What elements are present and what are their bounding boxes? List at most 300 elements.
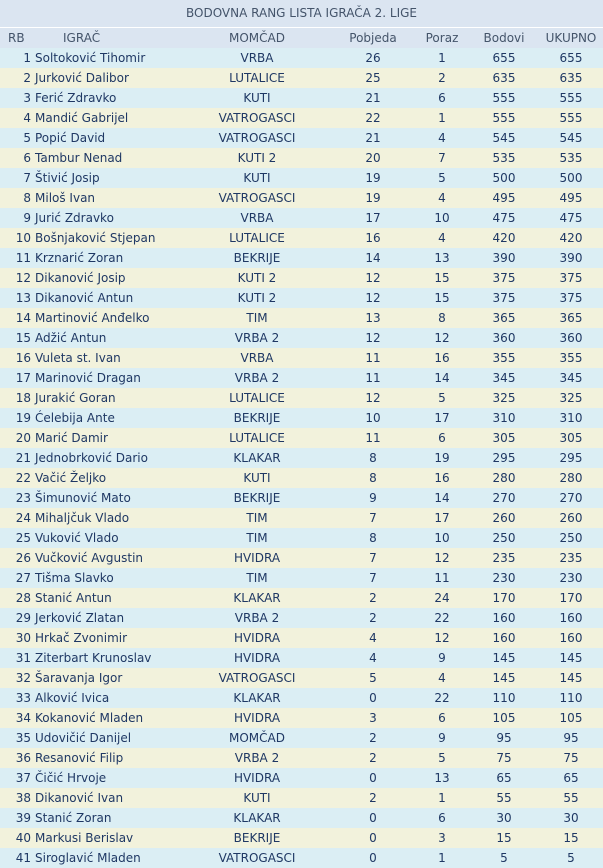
cell-pobjeda: 19 [365, 171, 381, 185]
cell-rb: 8 [23, 191, 31, 205]
cell-bodovi: 160 [492, 631, 516, 645]
cell-pobjeda: 17 [365, 211, 381, 225]
table-body [0, 48, 603, 868]
cell-momcad: BEKRIJE [233, 491, 281, 505]
cell-igrac: Krznarić Zoran [35, 251, 124, 265]
cell-ukupno: 75 [563, 751, 579, 765]
cell-momcad: VRBA [240, 51, 274, 65]
cell-poraz: 19 [434, 451, 450, 465]
cell-rb: 30 [15, 631, 31, 645]
table-row [0, 668, 603, 688]
table-row [0, 788, 603, 808]
cell-ukupno: 500 [559, 171, 583, 185]
cell-poraz: 7 [438, 151, 446, 165]
table-row [0, 188, 603, 208]
cell-ukupno: 110 [559, 691, 583, 705]
cell-rb: 22 [15, 471, 31, 485]
cell-rb: 6 [23, 151, 31, 165]
header-pobjeda: Pobjeda [349, 31, 397, 45]
cell-ukupno: 390 [559, 251, 583, 265]
cell-ukupno: 375 [559, 291, 583, 305]
cell-pobjeda: 11 [365, 351, 381, 365]
cell-poraz: 1 [438, 791, 446, 805]
cell-momcad: LUTALICE [229, 431, 285, 445]
cell-igrac: Bošnjaković Stjepan [35, 231, 156, 245]
cell-ukupno: 495 [559, 191, 583, 205]
cell-pobjeda: 26 [365, 51, 381, 65]
sheet-title: BODOVNA RANG LISTA IGRAČA 2. LIGE [0, 0, 603, 28]
cell-bodovi: 160 [492, 611, 516, 625]
cell-bodovi: 360 [492, 331, 516, 345]
table-row [0, 148, 603, 168]
cell-bodovi: 655 [492, 51, 516, 65]
cell-bodovi: 250 [492, 531, 516, 545]
cell-poraz: 6 [438, 91, 446, 105]
table-row [0, 128, 603, 148]
cell-bodovi: 635 [492, 71, 516, 85]
cell-poraz: 14 [434, 491, 450, 505]
cell-bodovi: 355 [492, 351, 516, 365]
cell-rb: 37 [15, 771, 31, 785]
cell-pobjeda: 7 [369, 571, 377, 585]
cell-momcad: HVIDRA [233, 631, 281, 645]
cell-rb: 41 [15, 851, 31, 865]
cell-bodovi: 260 [492, 511, 516, 525]
cell-ukupno: 145 [559, 671, 583, 685]
cell-pobjeda: 4 [369, 651, 377, 665]
cell-bodovi: 555 [492, 111, 516, 125]
cell-poraz: 5 [438, 751, 446, 765]
table-row [0, 848, 603, 868]
cell-rb: 7 [23, 171, 31, 185]
table-header [0, 28, 603, 48]
table-row [0, 708, 603, 728]
cell-ukupno: 250 [559, 531, 583, 545]
cell-poraz: 4 [438, 191, 446, 205]
cell-ukupno: 355 [559, 351, 583, 365]
table-row [0, 468, 603, 488]
cell-momcad: VRBA 2 [234, 751, 280, 765]
cell-ukupno: 305 [559, 431, 583, 445]
cell-rb: 31 [15, 651, 31, 665]
cell-poraz: 12 [434, 551, 450, 565]
cell-igrac: Mandić Gabrijel [35, 111, 129, 125]
cell-ukupno: 170 [559, 591, 583, 605]
cell-momcad: HVIDRA [233, 651, 281, 665]
table-row [0, 228, 603, 248]
cell-igrac: Marinović Dragan [35, 371, 141, 385]
cell-ukupno: 475 [559, 211, 583, 225]
cell-poraz: 22 [434, 691, 450, 705]
cell-rb: 28 [15, 591, 31, 605]
cell-pobjeda: 0 [369, 771, 377, 785]
cell-momcad: VRBA 2 [234, 371, 280, 385]
cell-rb: 33 [15, 691, 31, 705]
cell-bodovi: 230 [492, 571, 516, 585]
table-row [0, 548, 603, 568]
cell-pobjeda: 13 [365, 311, 381, 325]
cell-ukupno: 30 [563, 811, 579, 825]
cell-rb: 9 [23, 211, 31, 225]
table-row [0, 168, 603, 188]
cell-momcad: VATROGASCI [218, 111, 296, 125]
cell-pobjeda: 21 [365, 131, 381, 145]
cell-poraz: 13 [434, 251, 450, 265]
header-momcad: MOMČAD [229, 31, 285, 45]
cell-ukupno: 65 [563, 771, 579, 785]
cell-rb: 24 [15, 511, 31, 525]
cell-igrac: Vuleta st. Ivan [35, 351, 121, 365]
cell-momcad: KLAKAR [233, 591, 281, 605]
cell-poraz: 4 [438, 131, 446, 145]
cell-ukupno: 160 [559, 631, 583, 645]
cell-pobjeda: 10 [365, 411, 381, 425]
cell-rb: 15 [15, 331, 31, 345]
cell-bodovi: 365 [492, 311, 516, 325]
cell-momcad: TIM [246, 511, 268, 525]
cell-bodovi: 105 [492, 711, 516, 725]
cell-momcad: VATROGASCI [218, 851, 296, 865]
cell-ukupno: 15 [563, 831, 579, 845]
cell-igrac: Mihaljčuk Vlado [35, 511, 130, 525]
cell-rb: 20 [15, 431, 31, 445]
cell-pobjeda: 12 [365, 291, 381, 305]
cell-poraz: 16 [434, 471, 450, 485]
cell-rb: 32 [15, 671, 31, 685]
cell-pobjeda: 11 [365, 371, 381, 385]
table-row [0, 408, 603, 428]
cell-bodovi: 65 [496, 771, 512, 785]
cell-igrac: Jurković Dalibor [35, 71, 129, 85]
cell-pobjeda: 0 [369, 851, 377, 865]
cell-ukupno: 555 [559, 91, 583, 105]
cell-poraz: 10 [434, 211, 450, 225]
cell-igrac: Jednobrković Dario [35, 451, 148, 465]
cell-igrac: Markusi Berislav [35, 831, 134, 845]
cell-momcad: BEKRIJE [233, 831, 281, 845]
cell-pobjeda: 7 [369, 511, 377, 525]
cell-igrac: Dikanović Antun [35, 291, 134, 305]
cell-bodovi: 270 [492, 491, 516, 505]
cell-ukupno: 230 [559, 571, 583, 585]
table-row [0, 268, 603, 288]
cell-rb: 23 [15, 491, 31, 505]
cell-igrac: Miloš Ivan [35, 191, 96, 205]
cell-pobjeda: 4 [369, 631, 377, 645]
table-row [0, 488, 603, 508]
cell-momcad: KLAKAR [233, 451, 281, 465]
cell-rb: 40 [15, 831, 31, 845]
cell-bodovi: 75 [496, 751, 512, 765]
cell-momcad: VRBA 2 [234, 611, 280, 625]
cell-momcad: KUTI 2 [237, 291, 277, 305]
cell-bodovi: 325 [492, 391, 516, 405]
table-row [0, 588, 603, 608]
cell-rb: 2 [23, 71, 31, 85]
cell-momcad: KUTI 2 [237, 271, 277, 285]
cell-igrac: Popić David [35, 131, 106, 145]
cell-ukupno: 5 [567, 851, 575, 865]
cell-igrac: Dikanović Ivan [35, 791, 124, 805]
cell-rb: 27 [15, 571, 31, 585]
cell-rb: 38 [15, 791, 31, 805]
table-row [0, 828, 603, 848]
cell-momcad: VATROGASCI [218, 671, 296, 685]
cell-bodovi: 5 [500, 851, 508, 865]
cell-pobjeda: 19 [365, 191, 381, 205]
cell-momcad: BEKRIJE [233, 251, 281, 265]
cell-poraz: 8 [438, 311, 446, 325]
cell-igrac: Stanić Zoran [35, 811, 112, 825]
table-row [0, 68, 603, 88]
cell-poraz: 15 [434, 271, 450, 285]
table-row [0, 248, 603, 268]
cell-momcad: LUTALICE [229, 231, 285, 245]
cell-momcad: KUTI 2 [237, 151, 277, 165]
cell-momcad: MOMČAD [229, 731, 285, 745]
cell-pobjeda: 7 [369, 551, 377, 565]
cell-bodovi: 345 [492, 371, 516, 385]
cell-rb: 25 [15, 531, 31, 545]
cell-pobjeda: 2 [369, 751, 377, 765]
cell-ukupno: 325 [559, 391, 583, 405]
cell-pobjeda: 22 [365, 111, 381, 125]
table-row [0, 628, 603, 648]
cell-bodovi: 280 [492, 471, 516, 485]
cell-momcad: TIM [246, 531, 268, 545]
cell-igrac: Udovičić Danijel [35, 731, 132, 745]
cell-momcad: VATROGASCI [218, 131, 296, 145]
cell-momcad: VRBA 2 [234, 331, 280, 345]
table-row [0, 728, 603, 748]
cell-rb: 13 [15, 291, 31, 305]
cell-rb: 16 [15, 351, 31, 365]
header-ukupno: UKUPNO [545, 31, 597, 45]
cell-ukupno: 55 [563, 791, 579, 805]
cell-igrac: Tišma Slavko [35, 571, 114, 585]
cell-pobjeda: 8 [369, 471, 377, 485]
cell-momcad: HVIDRA [233, 551, 281, 565]
cell-pobjeda: 2 [369, 791, 377, 805]
cell-momcad: KLAKAR [233, 811, 281, 825]
cell-rb: 12 [15, 271, 31, 285]
cell-igrac: Vačić Željko [35, 471, 107, 485]
cell-igrac: Marić Damir [35, 431, 108, 445]
cell-pobjeda: 11 [365, 431, 381, 445]
cell-igrac: Soltoković Tihomir [35, 51, 146, 65]
cell-pobjeda: 21 [365, 91, 381, 105]
cell-ukupno: 420 [559, 231, 583, 245]
cell-pobjeda: 12 [365, 331, 381, 345]
cell-rb: 29 [15, 611, 31, 625]
cell-momcad: VRBA [240, 211, 274, 225]
cell-ukupno: 270 [559, 491, 583, 505]
cell-bodovi: 145 [492, 651, 516, 665]
cell-igrac: Šimunović Mato [35, 491, 131, 505]
cell-igrac: Hrkač Zvonimir [35, 631, 128, 645]
table-row [0, 208, 603, 228]
cell-momcad: VATROGASCI [218, 191, 296, 205]
cell-momcad: HVIDRA [233, 711, 281, 725]
cell-poraz: 6 [438, 431, 446, 445]
cell-bodovi: 375 [492, 291, 516, 305]
cell-poraz: 22 [434, 611, 450, 625]
table-row [0, 528, 603, 548]
cell-rb: 18 [15, 391, 31, 405]
cell-momcad: KUTI [243, 171, 271, 185]
cell-igrac: Martinović Anđelko [35, 311, 150, 325]
cell-bodovi: 170 [492, 591, 516, 605]
cell-poraz: 4 [438, 231, 446, 245]
cell-poraz: 9 [438, 731, 446, 745]
cell-ukupno: 375 [559, 271, 583, 285]
cell-rb: 10 [15, 231, 31, 245]
cell-pobjeda: 9 [369, 491, 377, 505]
table-row [0, 288, 603, 308]
header-bodovi: Bodovi [483, 31, 525, 45]
table-row [0, 108, 603, 128]
cell-pobjeda: 3 [369, 711, 377, 725]
cell-rb: 19 [15, 411, 31, 425]
cell-momcad: TIM [246, 571, 268, 585]
cell-rb: 36 [15, 751, 31, 765]
cell-ukupno: 260 [559, 511, 583, 525]
table-row [0, 348, 603, 368]
cell-poraz: 2 [438, 71, 446, 85]
cell-poraz: 12 [434, 331, 450, 345]
cell-pobjeda: 0 [369, 691, 377, 705]
cell-momcad: KLAKAR [233, 691, 281, 705]
table-row [0, 508, 603, 528]
cell-bodovi: 235 [492, 551, 516, 565]
cell-igrac: Resanović Filip [35, 751, 124, 765]
cell-poraz: 3 [438, 831, 446, 845]
table-row [0, 88, 603, 108]
cell-momcad: HVIDRA [233, 771, 281, 785]
cell-pobjeda: 2 [369, 731, 377, 745]
cell-ukupno: 535 [559, 151, 583, 165]
cell-rb: 35 [15, 731, 31, 745]
cell-momcad: KUTI [243, 91, 271, 105]
table-row [0, 48, 603, 68]
cell-igrac: Vuković Vlado [35, 531, 119, 545]
cell-ukupno: 310 [559, 411, 583, 425]
cell-igrac: Siroglavić Mladen [35, 851, 141, 865]
cell-rb: 11 [15, 251, 31, 265]
cell-poraz: 1 [438, 111, 446, 125]
cell-bodovi: 95 [496, 731, 512, 745]
cell-igrac: Kokanović Mladen [35, 711, 144, 725]
cell-igrac: Adžić Antun [35, 331, 107, 345]
cell-ukupno: 345 [559, 371, 583, 385]
cell-pobjeda: 12 [365, 391, 381, 405]
cell-rb: 17 [15, 371, 31, 385]
header-rb: RB [8, 31, 25, 45]
cell-ukupno: 295 [559, 451, 583, 465]
cell-igrac: Ferić Zdravko [35, 91, 117, 105]
table-row [0, 768, 603, 788]
cell-poraz: 17 [434, 511, 450, 525]
cell-poraz: 6 [438, 811, 446, 825]
cell-igrac: Čičić Hrvoje [35, 771, 107, 785]
table-row [0, 808, 603, 828]
cell-bodovi: 545 [492, 131, 516, 145]
cell-bodovi: 295 [492, 451, 516, 465]
cell-rb: 14 [15, 311, 31, 325]
cell-igrac: Alković Ivica [35, 691, 110, 705]
cell-ukupno: 105 [559, 711, 583, 725]
table-row [0, 428, 603, 448]
cell-momcad: LUTALICE [229, 71, 285, 85]
table-row [0, 568, 603, 588]
cell-rb: 1 [23, 51, 31, 65]
cell-rb: 21 [15, 451, 31, 465]
cell-ukupno: 145 [559, 651, 583, 665]
cell-bodovi: 310 [492, 411, 516, 425]
cell-pobjeda: 8 [369, 531, 377, 545]
table-row [0, 748, 603, 768]
cell-rb: 34 [15, 711, 31, 725]
cell-pobjeda: 16 [365, 231, 381, 245]
header-poraz: Poraz [425, 31, 459, 45]
cell-bodovi: 555 [492, 91, 516, 105]
cell-rb: 39 [15, 811, 31, 825]
cell-poraz: 6 [438, 711, 446, 725]
cell-igrac: Vučković Avgustin [35, 551, 144, 565]
cell-momcad: TIM [246, 311, 268, 325]
cell-poraz: 1 [438, 51, 446, 65]
cell-bodovi: 15 [496, 831, 512, 845]
cell-poraz: 15 [434, 291, 450, 305]
cell-poraz: 9 [438, 651, 446, 665]
cell-pobjeda: 0 [369, 831, 377, 845]
cell-bodovi: 375 [492, 271, 516, 285]
cell-bodovi: 535 [492, 151, 516, 165]
cell-poraz: 13 [434, 771, 450, 785]
cell-bodovi: 500 [492, 171, 516, 185]
cell-bodovi: 390 [492, 251, 516, 265]
cell-poraz: 5 [438, 391, 446, 405]
cell-igrac: Tambur Nenad [35, 151, 123, 165]
cell-ukupno: 280 [559, 471, 583, 485]
cell-ukupno: 95 [563, 731, 579, 745]
table-row [0, 448, 603, 468]
cell-bodovi: 55 [496, 791, 512, 805]
cell-igrac: Jurakić Goran [35, 391, 116, 405]
cell-pobjeda: 20 [365, 151, 381, 165]
table-row [0, 688, 603, 708]
cell-poraz: 16 [434, 351, 450, 365]
cell-ukupno: 365 [559, 311, 583, 325]
cell-pobjeda: 14 [365, 251, 381, 265]
table-row [0, 608, 603, 628]
cell-bodovi: 110 [492, 691, 516, 705]
cell-bodovi: 30 [496, 811, 512, 825]
cell-bodovi: 305 [492, 431, 516, 445]
cell-igrac: Stanić Antun [35, 591, 112, 605]
cell-poraz: 12 [434, 631, 450, 645]
cell-pobjeda: 8 [369, 451, 377, 465]
table-row [0, 388, 603, 408]
cell-ukupno: 545 [559, 131, 583, 145]
cell-poraz: 24 [434, 591, 450, 605]
cell-poraz: 5 [438, 171, 446, 185]
cell-poraz: 17 [434, 411, 450, 425]
cell-igrac: Dikanović Josip [35, 271, 126, 285]
cell-bodovi: 145 [492, 671, 516, 685]
cell-poraz: 11 [434, 571, 450, 585]
cell-poraz: 1 [438, 851, 446, 865]
